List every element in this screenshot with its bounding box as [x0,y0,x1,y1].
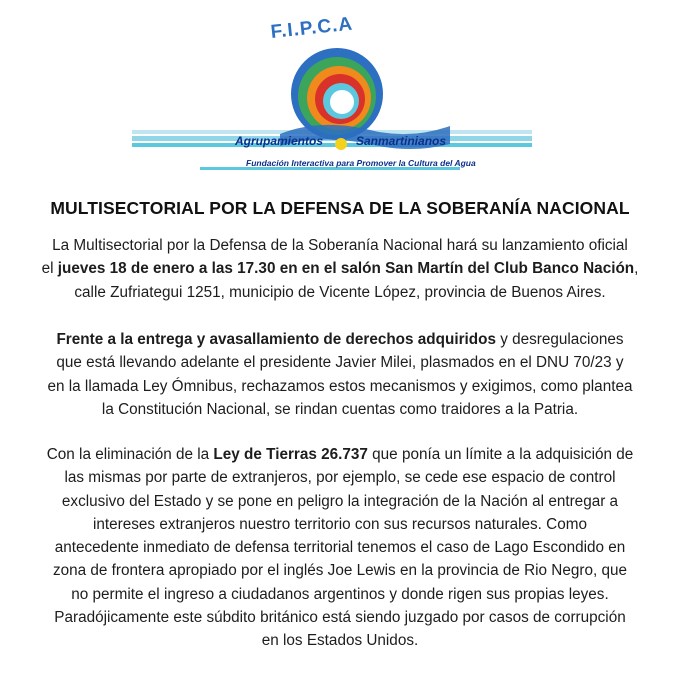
paragraph-launch [8,234,672,304]
paragraph-line: intereses extranjeros nuestro territorio con sus recursos naturales. Como [93,515,587,533]
paragraph-statement [8,328,672,421]
paragraph-line: no permite el ingreso a ciudadanos argentinos y donde rigen sus propias leyes. [71,585,609,603]
paragraph-line: zona de frontera apropiado por el inglés Joe Lewis en la provincia de Rio Negro, que [53,562,627,580]
text-span: , [634,260,639,278]
paragraph-line: que está llevando adelante el presidente Javier Milei, plasmados en el DNU 70/23 y [56,354,624,372]
page-title: MULTISECTORIAL POR LA DEFENSA DE LA SOBERANÍA NACIONAL [50,198,630,218]
paragraph-line: en la llamada Ley Ómnibus, rechazamos estos mecanismos y exigimos, como plantea [47,377,633,395]
paragraph-line: La Multisectorial por la Defensa de la Soberanía Nacional hará su lanzamiento oficial [52,237,628,254]
text-span: y desregulaciones [495,331,624,348]
event-date-bold: jueves 18 de enero a las 17.30 en en el salón San Martín del Club Banco Nación [57,260,635,278]
text-span: Con la eliminación de la [46,446,214,463]
text-span: el [41,260,58,278]
statement-bold: Frente a la entrega y avasallamiento de derechos adquiridos [56,331,496,348]
logo-group-right: Sanmartinianos [356,134,447,148]
sun-icon [335,138,347,150]
paragraph-line: exclusivo del Estado y se pone en peligro la integración de la Nación al entregar a [61,492,619,510]
paragraph-line: la Constitución Nacional, se rindan cuentas como traidores a la Patria. [101,400,579,418]
logo-subtitle: Fundación Interactiva para Promover la Cultura del Agua [246,158,476,168]
text-span: que ponía un límite a la adquisición de [367,446,634,463]
paragraph-line: en los Estados Unidos. [261,632,419,650]
logo-group-left: Agrupamientos [235,134,324,148]
paragraph-line: Paradójicamente este súbdito británico está siendo juzgado por casos de corrupción [54,609,626,627]
paragraph-land-law [8,443,672,653]
paragraph-line [8,328,672,351]
paragraph-line: calle Zufriategui 1251, municipio de Vicente López, provincia de Buenos Aires. [74,283,606,301]
organization-logo [130,13,550,187]
law-name-bold: Ley de Tierras 26.737 [213,446,368,463]
paragraph-line: las mismas por parte de extranjeros, por ejemplo, se cede ese espacio de control [64,469,616,487]
paragraph-line [8,257,672,280]
paragraph-line [8,443,672,466]
logo-brand: F.I.P.C.A [269,13,355,44]
paragraph-line: antecedente inmediato de defensa territorial tenemos el caso de Lago Escondido en [54,539,626,557]
